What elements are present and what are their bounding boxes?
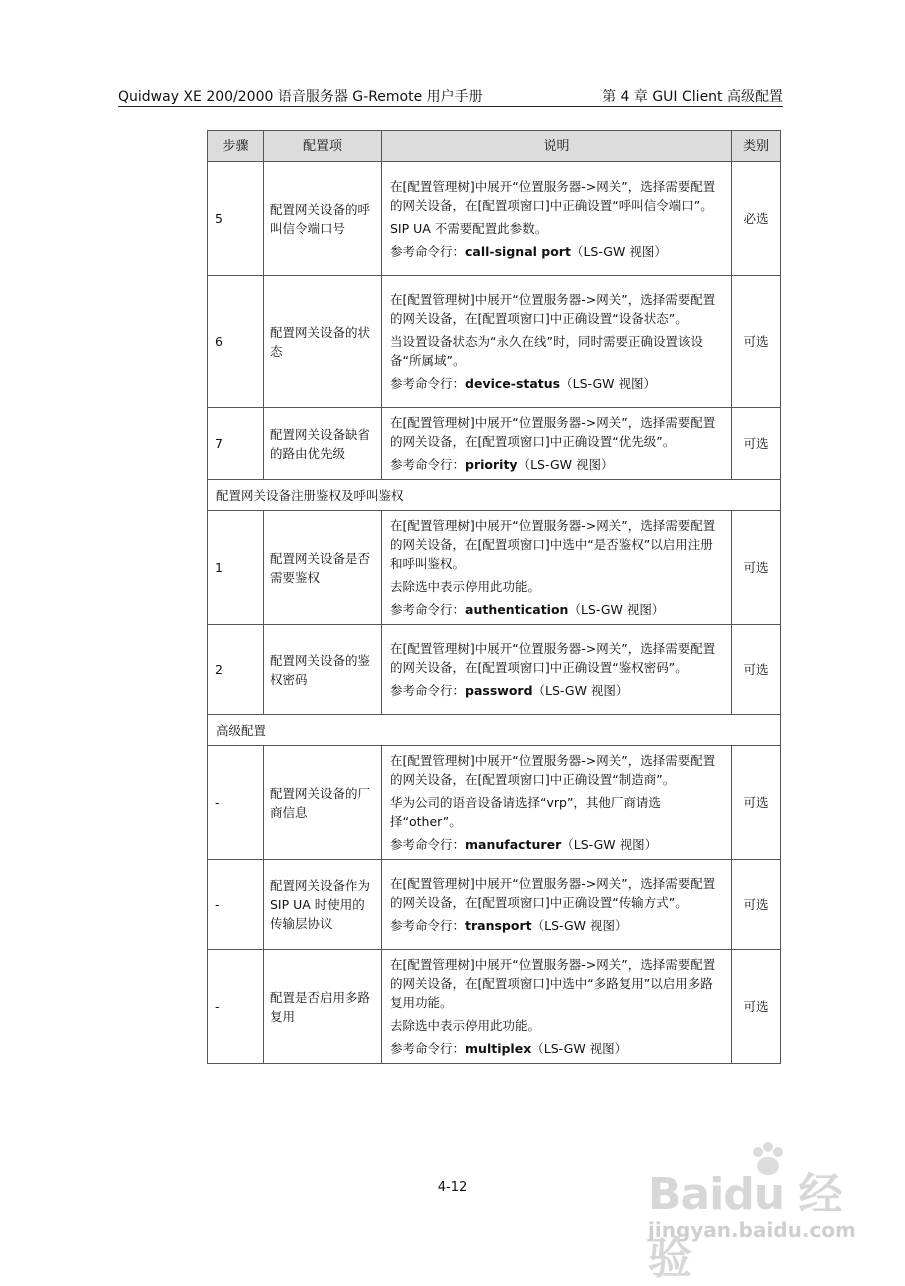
step-number: - — [208, 950, 264, 1064]
command-prefix: 参考命令行： — [390, 602, 466, 617]
header-rule — [118, 106, 783, 107]
command-name: priority — [465, 457, 518, 472]
command-name: authentication — [465, 602, 569, 617]
category: 必选 — [732, 162, 781, 276]
col-header-category: 类别 — [732, 131, 781, 162]
section-title: 配置网关设备注册鉴权及呼叫鉴权 — [208, 480, 781, 511]
watermark-logo: Baidu 经验 — [648, 1169, 842, 1284]
config-item: 配置网关设备的呼叫信令端口号 — [264, 162, 382, 276]
step-number: 5 — [208, 162, 264, 276]
command-view: （LS-GW 视图） — [560, 376, 657, 391]
description-cell — [382, 625, 732, 715]
table-row — [208, 162, 781, 276]
command-prefix: 参考命令行： — [390, 376, 466, 391]
command-name: transport — [465, 918, 532, 933]
step-number: 7 — [208, 408, 264, 480]
command-name: device-status — [465, 376, 561, 391]
description-cell — [382, 276, 732, 408]
section-title: 高级配置 — [208, 715, 781, 746]
header-title: Quidway XE 200/2000 语音服务器 G-Remote 用户手册 — [118, 89, 483, 105]
reference-command — [390, 455, 723, 474]
category: 可选 — [732, 511, 781, 625]
step-number: 6 — [208, 276, 264, 408]
table-row — [208, 625, 781, 715]
step-number: - — [208, 746, 264, 860]
command-view: （LS-GW 视图） — [532, 683, 629, 698]
section-row-auth — [208, 480, 781, 511]
category: 可选 — [732, 950, 781, 1064]
step-number: 1 — [208, 511, 264, 625]
description-cell — [382, 860, 732, 950]
category: 可选 — [732, 746, 781, 860]
command-view: （LS-GW 视图） — [570, 243, 667, 259]
command-view: （LS-GW 视图） — [561, 837, 658, 852]
command-view: （LS-GW 视图） — [531, 1041, 628, 1056]
watermark-url: jingyan.baidu.com — [648, 1218, 856, 1242]
description-text: 在[配置管理树]中展开“位置服务器->网关”，选择需要配置的网关设备，在[配置项窗口]中选中“多路复用”以启用多路复用功能。 — [390, 957, 716, 1010]
col-header-step: 步骤 — [208, 131, 264, 162]
config-item: 配置网关设备缺省的路由优先级 — [264, 408, 382, 480]
command-view: （LS-GW 视图） — [568, 602, 665, 617]
description-text: 在[配置管理树]中展开“位置服务器->网关”，选择需要配置的网关设备，在[配置项窗口]中正确设置“传输方式”。 — [390, 876, 716, 910]
config-item: 配置网关设备作为 SIP UA 时使用的传输层协议 — [264, 860, 382, 950]
command-view: （LS-GW 视图） — [531, 918, 628, 933]
description-text: SIP UA 不需要配置此参数。 — [390, 220, 548, 236]
command-name: multiplex — [465, 1041, 532, 1056]
description-text: 去除选中表示停用此功能。 — [390, 579, 541, 594]
description-text: 在[配置管理树]中展开“位置服务器->网关”，选择需要配置的网关设备，在[配置项窗口]中正确设置“设备状态”。 — [390, 292, 716, 326]
command-prefix: 参考命令行： — [390, 1041, 466, 1056]
page-number: 4-12 — [437, 1180, 468, 1195]
description-text: 在[配置管理树]中展开“位置服务器->网关”，选择需要配置的网关设备，在[配置项窗口]中选中“是否鉴权”以启用注册和呼叫鉴权。 — [390, 518, 716, 571]
step-number: 2 — [208, 625, 264, 715]
table-header-row — [208, 131, 781, 162]
category: 可选 — [732, 408, 781, 480]
section-row-advanced — [208, 715, 781, 746]
reference-command — [390, 835, 723, 854]
command-prefix: 参考命令行： — [390, 457, 466, 472]
table-row — [208, 746, 781, 860]
description-text: 在[配置管理树]中展开“位置服务器->网关”，选择需要配置的网关设备，在[配置项窗口]中正确设置“呼叫信令端口”。 — [390, 178, 716, 213]
command-name: manufacturer — [465, 837, 562, 852]
reference-command — [390, 600, 723, 619]
command-name: call-signal port — [465, 243, 571, 259]
table-row — [208, 511, 781, 625]
description-text: 在[配置管理树]中展开“位置服务器->网关”，选择需要配置的网关设备，在[配置项窗口]中正确设置“优先级”。 — [390, 415, 716, 449]
description-text: 华为公司的语音设备请选择“vrp”，其他厂商请选择“other”。 — [390, 795, 661, 829]
config-item: 配置网关设备是否需要鉴权 — [264, 511, 382, 625]
header-chapter: 第 4 章 GUI Client 高级配置 — [602, 89, 783, 105]
reference-command — [390, 681, 723, 700]
reference-command — [390, 242, 723, 261]
description-cell — [382, 408, 732, 480]
description-cell — [382, 162, 732, 276]
reference-command — [390, 374, 723, 393]
table-row — [208, 276, 781, 408]
col-header-item: 配置项 — [264, 131, 382, 162]
command-prefix: 参考命令行： — [390, 918, 466, 933]
config-item: 配置是否启用多路复用 — [264, 950, 382, 1064]
reference-command — [390, 1039, 723, 1058]
command-prefix: 参考命令行： — [390, 683, 466, 698]
description-text: 在[配置管理树]中展开“位置服务器->网关”，选择需要配置的网关设备，在[配置项窗口]中正确设置“制造商”。 — [390, 753, 716, 787]
command-view: （LS-GW 视图） — [517, 457, 614, 472]
command-prefix: 参考命令行： — [390, 243, 466, 259]
config-item: 配置网关设备的厂商信息 — [264, 746, 382, 860]
description-cell — [382, 511, 732, 625]
description-cell — [382, 950, 732, 1064]
config-item: 配置网关设备的鉴权密码 — [264, 625, 382, 715]
step-number: - — [208, 860, 264, 950]
description-text: 去除选中表示停用此功能。 — [390, 1018, 541, 1033]
description-text: 在[配置管理树]中展开“位置服务器->网关”，选择需要配置的网关设备，在[配置项窗口]中正确设置“鉴权密码”。 — [390, 641, 716, 675]
table-row — [208, 408, 781, 480]
category: 可选 — [732, 625, 781, 715]
command-prefix: 参考命令行： — [390, 837, 466, 852]
reference-command — [390, 916, 723, 935]
config-item: 配置网关设备的状态 — [264, 276, 382, 408]
command-name: password — [465, 683, 533, 698]
category: 可选 — [732, 276, 781, 408]
config-steps-table — [207, 130, 781, 1064]
description-cell — [382, 746, 732, 860]
description-text: 当设置设备状态为“永久在线”时，同时需要正确设置该设备“所属域”。 — [390, 334, 703, 368]
col-header-desc: 说明 — [382, 131, 732, 162]
table-body — [208, 162, 781, 1064]
table-row — [208, 860, 781, 950]
category: 可选 — [732, 860, 781, 950]
table-row — [208, 950, 781, 1064]
